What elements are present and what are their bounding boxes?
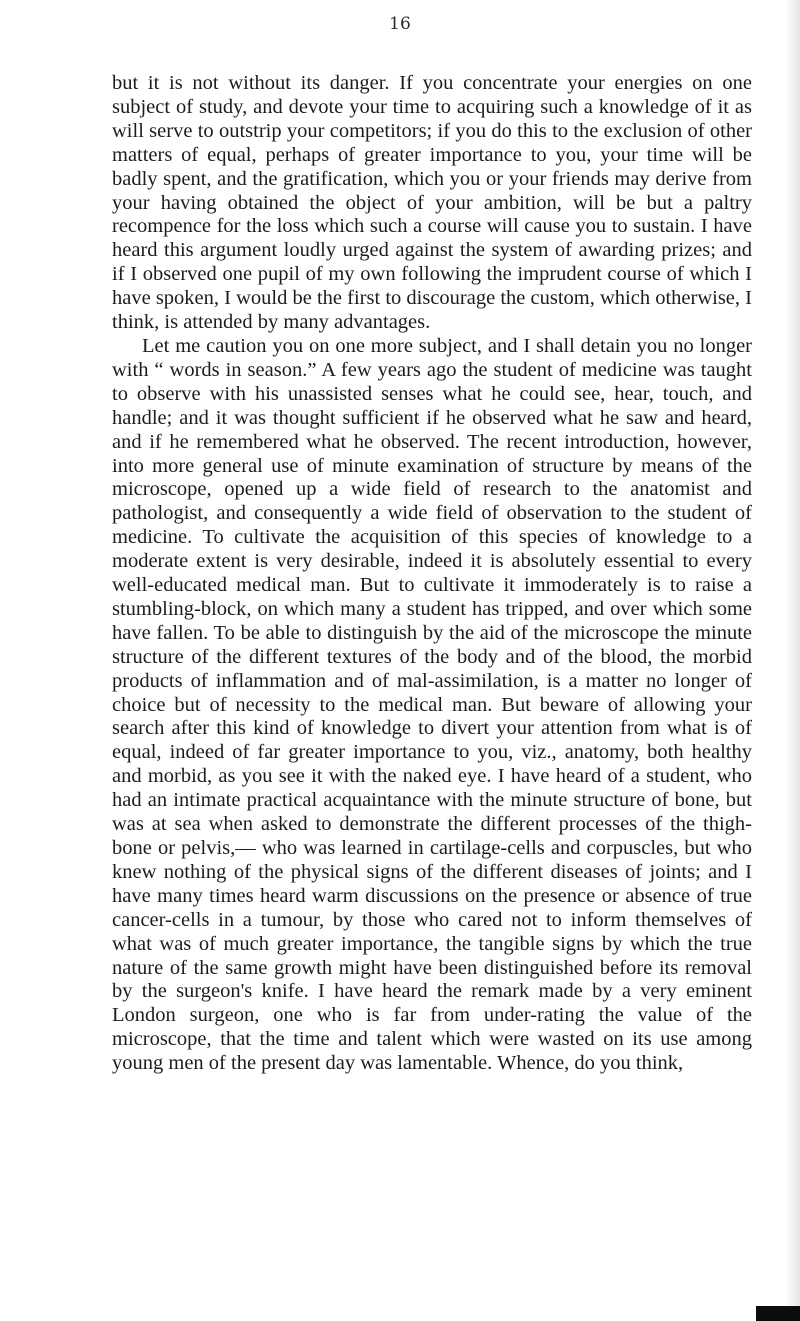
page-edge-shadow	[786, 0, 800, 1321]
page-number: 16	[389, 14, 411, 34]
scan-edge-mark	[756, 1306, 800, 1321]
paragraph-1: but it is not without its danger. If you concentrate your energies on one subject of study, and devote your time to acquiring such a knowledge of it as will serve to outstrip your competitors; if you do this to the exclusion of other matters of equal, perhaps of greater importance to you, your time will be badly spent, and the gratification, which you or your friends may derive from your having obtained the object of your ambition, will be but a paltry recompence for the loss which such a course will cause you to sustain. I have heard this argument loudly urged against the system of awarding prizes; and if I observed one pupil of my own following the imprudent course of which I have spoken, I would be the first to discourage the custom, which otherwise, I think, is attended by many advantages.	[112, 72, 752, 334]
body-text	[112, 72, 752, 1076]
paragraph-2: Let me caution you on one more subject, and I shall detain you no longer with “ words in season.” A few years ago the student of medicine was taught to observe with his unassisted senses what he could see, hear, touch, and handle; and it was thought sufficient if he observed what he saw and heard, and if he remembered what he observed. The recent introduction, however, into more general use of minute examination of structure by means of the microscope, opened up a wide field of research to the anatomist and pathologist, and consequently a wide field of observation to the student of medicine. To cultivate the acquisition of this species of knowledge to a moderate extent is very desirable, indeed it is absolutely essential to every well-educated medical man. But to cultivate it immoderately is to raise a stumbling-block, on which many a student has tripped, and over which some have fallen. To be able to distinguish by the aid of the microscope the minute structure of the different textures of the body and of the blood, the morbid products of inflammation and of mal-assimilation, is a matter no longer of choice but of necessity to the medical man. But beware of allowing your search after this kind of knowledge to divert your attention from what is of equal, indeed of far greater importance to you, viz., anatomy, both healthy and morbid, as you see it with the naked eye. I have heard of a student, who had an intimate practical acquaintance with the minute structure of bone, but was at sea when asked to demonstrate the different processes of the thigh-bone or pelvis,— who was learned in cartilage-cells and corpuscles, but who knew nothing of the physical signs of the different diseases of joints; and I have many times heard warm discussions on the presence or absence of true cancer-cells in a tumour, by those who cared not to inform themselves of what was of much greater importance, the tangible signs by which the true nature of the same growth might have been distinguished before its removal by the surgeon's knife. I have heard the remark made by a very eminent London surgeon, one who is far from under-rating the value of the microscope, that the time and talent which were wasted on its use among young men of the present day was lamentable. Whence, do you think,	[112, 334, 752, 1075]
